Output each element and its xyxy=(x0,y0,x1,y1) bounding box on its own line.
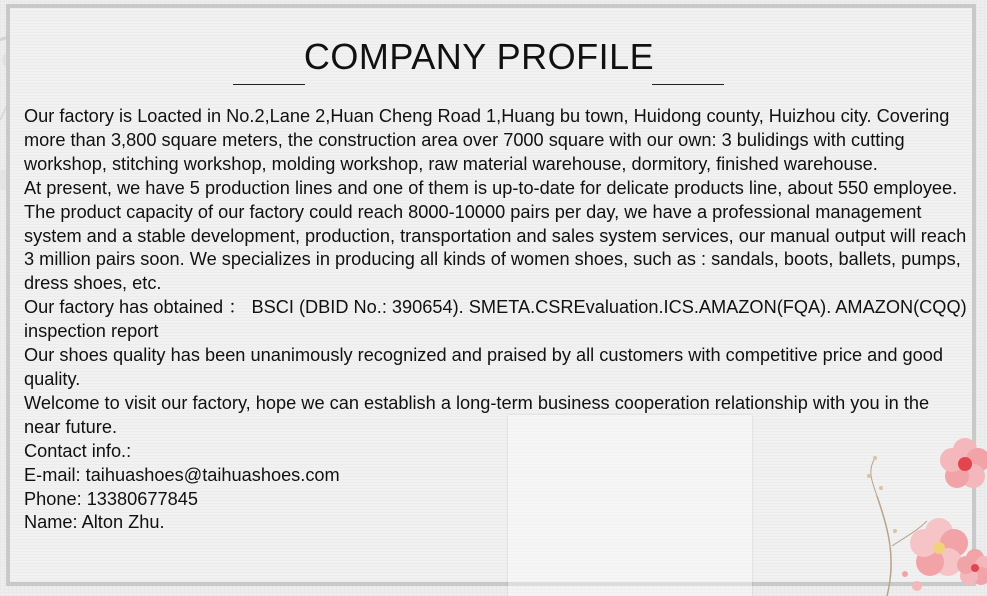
paragraph-location: Our factory is Loacted in No.2,Lane 2,Huan Cheng Road 1,Huang bu town, Huidong county, Huizhou city. Covering more than 3,800 square meters, the construction area over 7000 square with our own: 3 bulidings with cutting workshop, stitching workshop, molding workshop, raw material warehouse, dormitory, finished warehouse. xyxy=(24,106,950,174)
contact-name: Name: Alton Zhu. xyxy=(24,512,165,533)
paragraph-quality: Our shoes quality has been unanimously recognized and praised by all customers with competitive price and good quality. xyxy=(24,345,943,389)
paragraph-welcome: Welcome to visit our factory, hope we can establish a long-term business cooperation relationship with you in the near future. xyxy=(24,392,930,437)
title-underline-right xyxy=(652,84,724,85)
contact-heading: Contact info.: xyxy=(24,440,132,461)
profile-body xyxy=(24,105,969,535)
contact-email[interactable]: E-mail: taihuashoes@taihuashoes.com xyxy=(24,464,340,485)
contact-phone: Phone: 13380677845 xyxy=(24,488,198,509)
title-underline-left xyxy=(233,84,305,85)
paragraph-production: At present, we have 5 production lines and one of them is up-to-date for delicate products line, about 550 employee. The product capacity of our factory could reach 8000-10000 pairs per day, we have a professional management system and a stable development, production, transportation and sales system services, our manual output will reach 3 million pairs soon. We specializes in producing all kinds of women shoes, such as : sandals, boots, ballets, pumps, dress shoes, etc. xyxy=(24,177,967,294)
page-title: COMPANY PROFILE xyxy=(303,36,655,77)
paragraph-certifications: Our factory has obtained ： BSCI (DBID No.: 390654). SMETA.CSREvaluation.ICS.AMAZON(FQA). AMAZON(CQQ) inspection report xyxy=(24,297,967,342)
